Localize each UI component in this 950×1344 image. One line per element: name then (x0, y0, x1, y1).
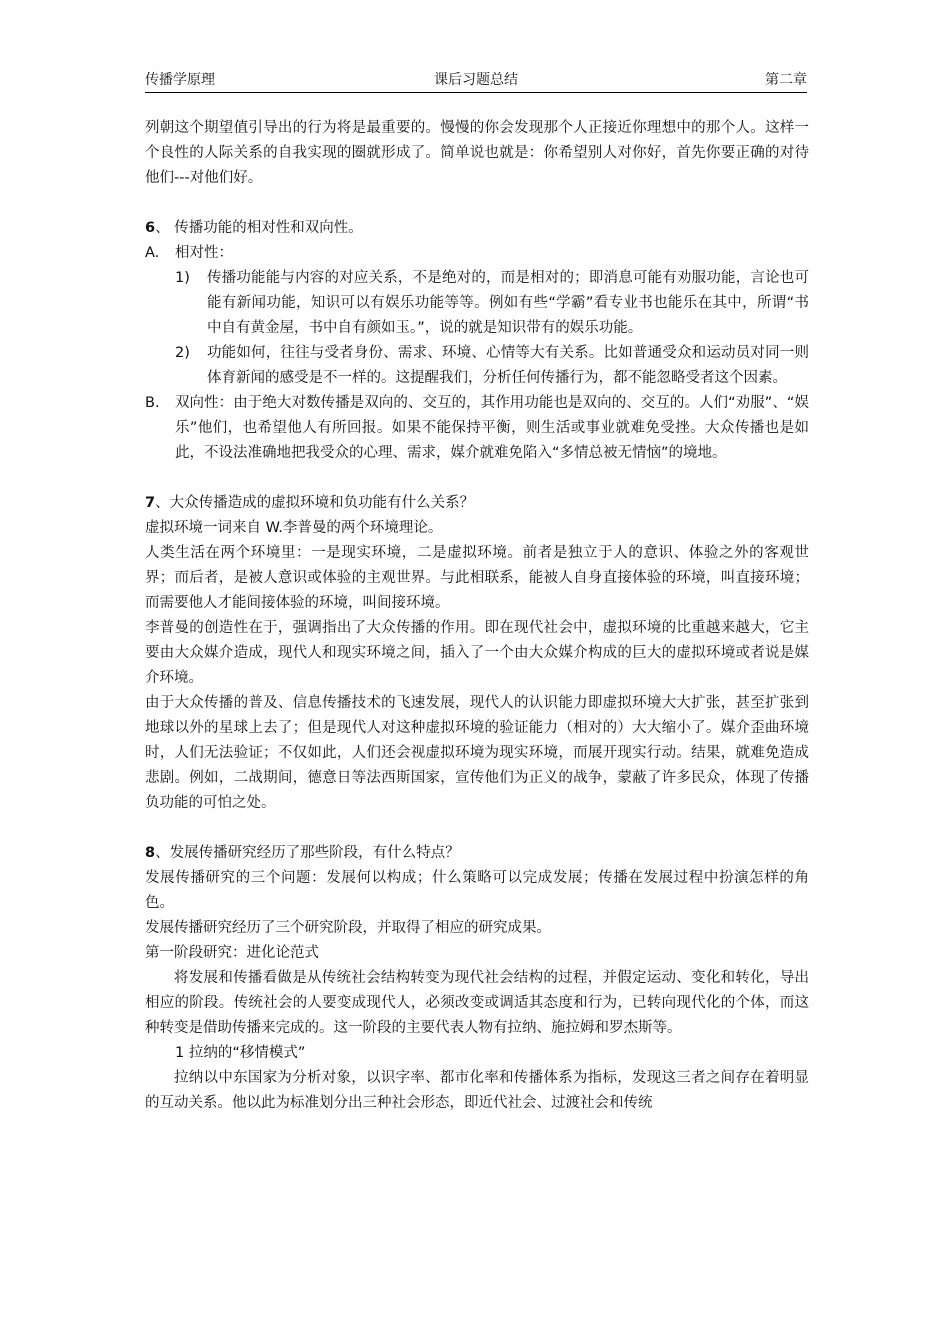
q8-paragraph: 发展传播研究经历了三个研究阶段，并取得了相应的研究成果。 (145, 920, 551, 936)
q7-paragraph: 由于大众传播的普及、信息传播技术的飞速发展，现代人的认识能力即虚拟环境大大扩张，甚至扩张到地球以外的星球上去了；但是现代人对这种虚拟环境的验证能力（相对的）大大缩小了。媒介歪曲环境时，人们无法验证；不仅如此，人们还会视虚拟环境为现实环境，而展开现实行动。结果，就难免造成悲剧。例如，二战期间，德意日等法西斯国家，宣传他们为正义的战争，蒙蔽了许多民众，体现了传播负功能的可怕之处。 (145, 695, 809, 811)
header-course-title: 传播学原理 (145, 72, 215, 88)
list-item (145, 341, 809, 391)
question-6-number: 6 (145, 220, 156, 236)
question-8-heading (145, 841, 809, 866)
section-b-marker: B. (145, 395, 160, 411)
q7-paragraph: 虚拟环境一词来自 W.李普曼的两个环境理论。 (145, 520, 443, 536)
intro-paragraph: 列朝这个期望值引导出的行为将是最重要的。慢慢的你会发现那个人正接近你理想中的那个人。这样一个良性的人际关系的自我实现的圈就形成了。简单说也就是：你希望别人对你好，首先你要正确的对待他们---对他们好。 (145, 120, 809, 186)
spacer (145, 816, 809, 841)
list-item-marker: 1) (175, 270, 190, 286)
section-a-title: 相对性： (175, 245, 233, 261)
question-8-title: 、发展传播研究经历了那些阶段，有什么特点？ (155, 845, 460, 861)
question-6-title: 、 传播功能的相对性和双向性。 (155, 220, 363, 236)
page-header (145, 70, 807, 93)
question-8-number: 8 (145, 845, 156, 861)
q8-subheading: 1 拉纳的“移情模式” (175, 1045, 306, 1061)
section-b-text: 双向性：由于绝大对数传播是双向的、交互的，其作用功能也是双向的、交互的。人们“劝服”、“娱乐”他们，也希望他人有所回报。如果不能保持平衡，则生活或事业就难免受挫。大众传播也是如此，不设法准确地把我受众的心理、需求，媒介就难免陷入“多情总被无情恼”的境地。 (175, 395, 809, 461)
q8-subheading-paragraph: 拉纳以中东国家为分析对象，以识字率、都市化率和传播体系为指标，发现这三者之间存在着明显的互动关系。他以此为标准划分出三种社会形态，即近代社会、过渡社会和传统 (145, 1070, 809, 1111)
q7-paragraph: 李普曼的创造性在于，强调指出了大众传播的作用。即在现代社会中，虚拟环境的比重越来越大，它主要由大众媒介造成，现代人和现实环境之间，插入了一个由大众媒介构成的巨大的虚拟环境或者说是媒介环境。 (145, 620, 809, 686)
header-section-title: 课后习题总结 (434, 72, 518, 88)
list-item-marker: 2) (175, 345, 190, 361)
spacer (145, 191, 809, 216)
list-item-text: 传播功能能与内容的对应关系，不是绝对的，而是相对的；即消息可能有劝服功能，言论也可能有新闻功能，知识可以有娱乐功能等等。例如有些“学霸”看专业书也能乐在其中，所谓“书中自有黄金屋，书中自有颜如玉。”，说的就是知识带有的娱乐功能。 (207, 270, 809, 336)
section-b (145, 391, 809, 466)
spacer (145, 466, 809, 491)
q7-paragraph: 人类生活在两个环境里：一是现实环境，二是虚拟环境。前者是独立于人的意识、体验之外的客观世界；而后者，是被人意识或体验的主观世界。与此相联系，能被人自身直接体验的环境，叫直接环境；而需要他人才能间接体验的环境，叫间接环境。 (145, 545, 809, 611)
document-body (145, 116, 809, 1116)
list-item (145, 266, 809, 341)
question-7-number: 7 (145, 495, 156, 511)
question-7-heading (145, 491, 809, 516)
q8-stage1-paragraph: 将发展和传播看做是从传统社会结构转变为现代社会结构的过程，并假定运动、变化和转化，导出相应的阶段。传统社会的人要变成现代人，必须改变或调适其态度和行为，已转向现代化的个体，而这种转变是借助传播来完成的。这一阶段的主要代表人物有拉纳、施拉姆和罗杰斯等。 (145, 970, 809, 1036)
question-6-heading (145, 216, 809, 241)
list-item-text: 功能如何，往往与受者身份、需求、环境、心情等大有关系。比如普通受众和运动员对同一则体育新闻的感受是不一样的。这提醒我们，分析任何传播行为，都不能忽略受者这个因素。 (207, 345, 809, 386)
header-chapter: 第二章 (765, 72, 807, 88)
section-a-marker: A. (145, 245, 160, 261)
q8-paragraph: 发展传播研究的三个问题：发展何以构成；什么策略可以完成发展；传播在发展过程中扮演怎样的角色。 (145, 870, 809, 911)
section-a (145, 241, 809, 266)
question-7-title: 、大众传播造成的虚拟环境和负功能有什么关系？ (155, 495, 475, 511)
q8-stage-heading: 第一阶段研究：进化论范式 (145, 945, 319, 961)
